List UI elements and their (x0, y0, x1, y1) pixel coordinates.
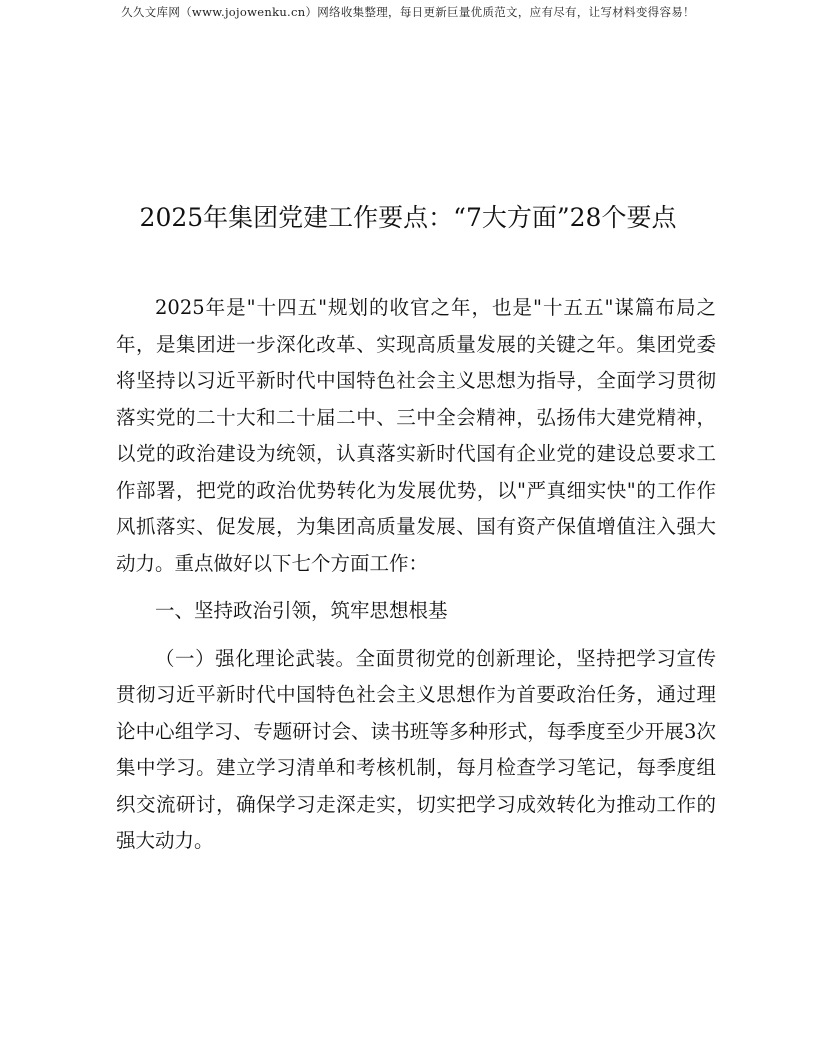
page-title: 2025年集团党建工作要点：“7大方面”28个要点 (139, 203, 677, 232)
header-banner: 久久文库网（www.jojowenku.cn）网络收集整理，每日更新巨量优质范文，应有尽有，让写材料变得容易！ (121, 5, 695, 19)
intro-paragraph: 2025年是"十四五"规划的收官之年，也是"十五五"谋篇布局之年，是集团进一步深化改革、实现高质量发展的关键之年。集团党委将坚持以习近平新时代中国特色社会主义思想为指导，全面学习贯彻落实党的二十大和二十届二中、三中全会精神，弘扬伟大建党精神，以党的政治建设为统领，认真落实新时代国有企业党的建设总要求工作部署，把党的政治优势转化为发展优势，以"严真细实快"的工作作风抓落实、促发展，为集团高质量发展、国有资产保值增值注入强大动力。重点做好以下七个方面工作： (116, 296, 716, 575)
document-body (116, 290, 716, 860)
body-paragraph: （一）强化理论武装。全面贯彻党的创新理论，坚持把学习宣传贯彻习近平新时代中国特色社会主义思想作为首要政治任务，通过理论中心组学习、专题研讨会、读书班等多种形式，每季度至少开展3次集中学习。建立学习清单和考核机制，每月检查学习笔记，每季度组织交流研讨，确保学习走深走实，切实把学习成效转化为推动工作的强大动力。 (116, 646, 716, 852)
section-heading: 一、坚持政治引领，筑牢思想根基 (155, 599, 448, 622)
